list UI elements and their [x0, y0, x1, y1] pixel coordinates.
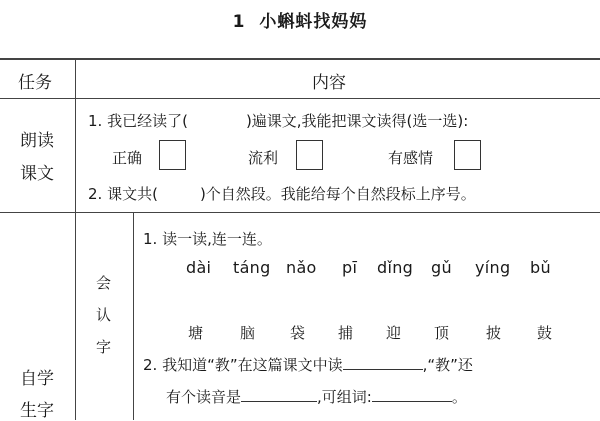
subcolumn-divider — [133, 212, 134, 420]
label-column-divider — [75, 58, 76, 420]
sub-label-char-2: 认 — [96, 306, 112, 324]
option-correct-label: 正确 — [112, 149, 143, 167]
pinyin-5[interactable]: dǐng — [377, 258, 414, 277]
header-content: 内容 — [312, 73, 346, 93]
pinyin-8[interactable]: bǔ — [530, 258, 551, 277]
section2-label-line1: 自学 — [20, 369, 54, 389]
match-instruction: 1. 读一读,连一连。 — [143, 230, 272, 248]
character-6[interactable]: 顶 — [434, 324, 450, 342]
option-fluent-checkbox[interactable] — [296, 140, 323, 170]
pronunciation-question-line1: 2. 我知道“教”在这篇课文中读 ,“教”还 — [143, 356, 473, 374]
pronunciation-blank-2[interactable] — [241, 387, 317, 402]
page-title — [0, 7, 600, 32]
pinyin-6[interactable]: gǔ — [431, 258, 452, 277]
section-divider — [0, 212, 600, 213]
option-expressive-checkbox[interactable] — [454, 140, 481, 170]
paragraph-count-question: 2. 课文共( )个自然段。我能给每个自然段标上序号。 — [88, 185, 476, 203]
pronunciation-question-line2: 有个读音是 ,可组词: 。 — [166, 388, 467, 406]
character-1[interactable]: 塘 — [188, 324, 204, 342]
header-divider — [0, 98, 600, 99]
sub-label-char-1: 会 — [96, 274, 112, 292]
section2-label-line2: 生字 — [20, 401, 54, 421]
header-task: 任务 — [18, 73, 52, 93]
pinyin-3[interactable]: nǎo — [286, 258, 317, 277]
reading-times-question: 1. 我已经读了( )遍课文,我能把课文读得(选一选): — [88, 112, 469, 130]
table-top-border — [0, 58, 600, 60]
character-2[interactable]: 脑 — [240, 324, 256, 342]
character-5[interactable]: 迎 — [386, 324, 402, 342]
character-3[interactable]: 袋 — [290, 324, 306, 342]
word-formation-blank[interactable] — [372, 387, 452, 402]
section1-label-line1: 朗读 — [20, 131, 54, 151]
lesson-number: 1 — [232, 12, 246, 32]
character-7[interactable]: 披 — [486, 324, 502, 342]
pinyin-7[interactable]: yíng — [475, 258, 511, 277]
pinyin-4[interactable]: pī — [342, 258, 358, 277]
section1-label-line2: 课文 — [20, 164, 54, 184]
pinyin-1[interactable]: dài — [186, 258, 212, 277]
option-correct-checkbox[interactable] — [159, 140, 186, 170]
pinyin-2[interactable]: táng — [233, 258, 271, 277]
character-8[interactable]: 鼓 — [537, 324, 553, 342]
option-fluent-label: 流利 — [248, 149, 279, 167]
pronunciation-blank-1[interactable] — [343, 355, 423, 370]
lesson-title: 小蝌蚪找妈妈 — [259, 12, 368, 32]
sub-label-char-3: 字 — [96, 338, 112, 356]
character-4[interactable]: 捕 — [338, 324, 354, 342]
option-expressive-label: 有感情 — [388, 149, 434, 167]
